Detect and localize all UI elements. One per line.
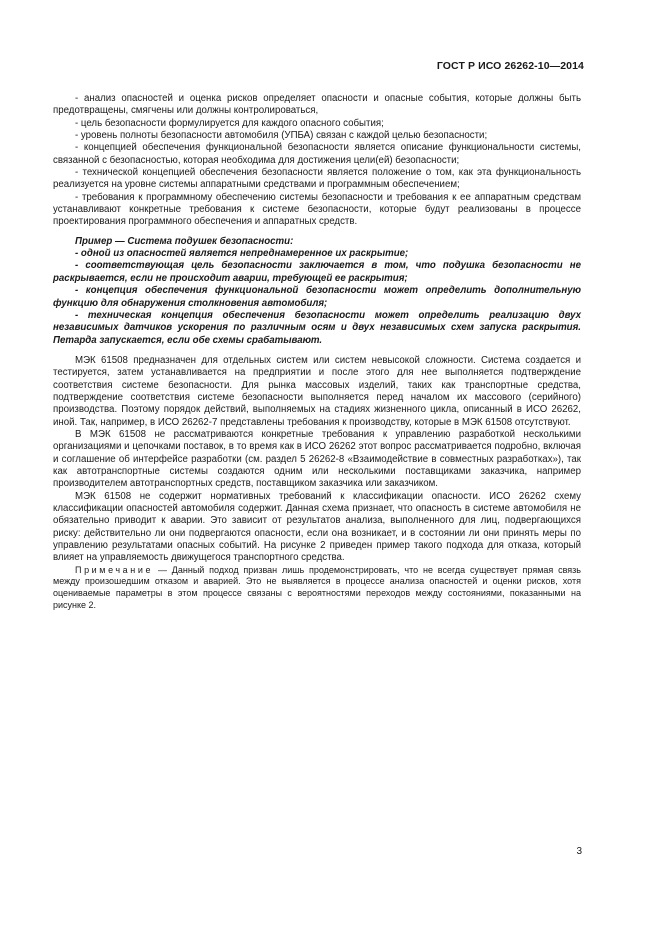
example-item: - концепция обеспечения функциональной безопасности может определить дополнительную функцию для обнаружения столкновения автомобиля;: [53, 285, 581, 309]
paragraph: - анализ опасностей и оценка рисков определяет опасности и опасные события, которые должны быть предотвращены, смягчены или должны контролироваться,: [53, 93, 581, 117]
body-paragraph: В МЭК 61508 не рассматриваются конкретные требования к управлению разработкой несколькими организациями и цепочками поставок, в то время как в ИСО 26262 этот вопрос рассматривается подробно, включая и соглашение об интерфейсе разработки (см. раздел 5 26262-8 «Взаимодействие в совместных разработках»), так как автотранспортные системы создаются одним или несколькими поставщиками заказчика, например производителем автотранспортных средств, поставщиком заказчика или заказчиком.: [53, 428, 581, 490]
page-content: [53, 93, 581, 611]
example-title: Пример — Система подушек безопасности:: [75, 235, 294, 247]
example-block: [53, 236, 581, 347]
paragraph: - цель безопасности формулируется для каждого опасного события;: [75, 117, 384, 129]
paragraph: - технической концепцией обеспечения безопасности является положение о том, как эта функциональность реализуется на уровне системы аппаратными средствами и программным обеспечением;: [53, 167, 581, 191]
body-paragraph: МЭК 61508 не содержит нормативных требований к классификации опасности. ИСО 26262 схему классификации опасностей автомобиля содержит. Данная схема признает, что опасность в системе автомобиля не обязательно приводит к аварии. Это зависит от результатов анализа, выполненного для лиц, подвергающихся риску: действительно ли они подвергаются опасности, если она возникает, и в состоянии ли они принять меры по управлению результатами опасных событий. На рисунке 2 приведен пример такого подхода для отказа, который влияет на управляемость движущегося транспортного средства.: [53, 490, 581, 564]
standard-header: ГОСТ Р ИСО 26262-10—2014: [436, 60, 584, 72]
paragraph: - требования к программному обеспечению системы безопасности и требования к ее аппаратным средствам устанавливают конкретные требования к системе безопасности, которые будут реализованы в процессе проектирования программного обеспечения и аппаратных средств.: [53, 191, 581, 228]
note-paragraph: [53, 565, 581, 611]
example-item: - одной из опасностей является непреднамеренное их раскрытие;: [75, 248, 409, 260]
note-label: Примечание: [75, 564, 154, 575]
page-number: 3: [576, 846, 582, 857]
paragraph: - концепцией обеспечения функциональной безопасности является описание функциональности системы, связанной с безопасностью, которая необходима для достижения цели(ей) безопасности;: [53, 142, 581, 166]
paragraph: - уровень полноты безопасности автомобиля (УПБА) связан с каждой целью безопасности;: [75, 130, 488, 142]
example-item: - соответствующая цель безопасности заключается в том, что подушка безопасности не раскрывается, если не происходит аварии, требующей ее раскрытия;: [53, 260, 581, 284]
body-paragraph: МЭК 61508 предназначен для отдельных систем или систем невысокой сложности. Система создается и тестируется, затем устанавливается на предприятии и после этого для нее выполняется подтверждение соответствия системе безопасности. Для рынка массовых изделий, таких как транспортные средства, подтверждение соответствия системе безопасности выполняется перед началом их массового (серийного) производства. Поэтому порядок действий, выполняемых на стадиях жизненного цикла, описанный в ИСО 26262, иной. Так, например, в ИСО 26262-7 представлены требования к производству, которые в МЭК 61508 отсутствуют.: [53, 354, 581, 428]
example-item: - техническая концепция обеспечения безопасности может определить реализацию двух независимых датчиков ускорения по различным осям и двух независимых схем запуска раскрытия. Петарда запускается, если обе схемы срабатывают.: [53, 309, 581, 346]
note-text: — Данный подход призван лишь продемонстрировать, что не всегда существует прямая связь между произошедшим отказом и аварией. Это не выявляется в процессе анализа опасностей и оценки рисков, хотя оцениваемые параметры в этом процессе связаны с вероятностями переходов между состояниями, показанными на рисунке 2.: [53, 564, 581, 610]
